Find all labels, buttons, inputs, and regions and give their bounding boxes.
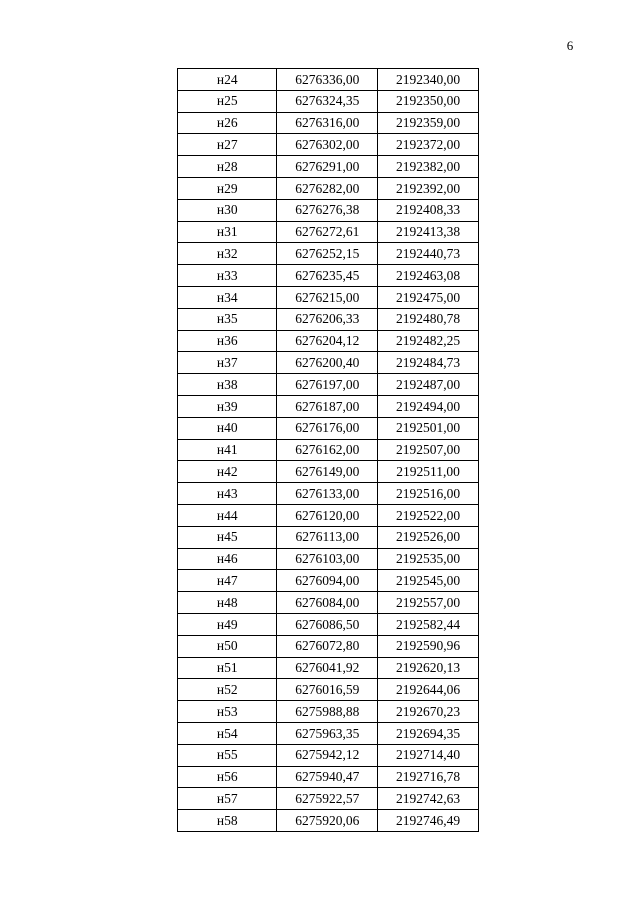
x-coordinate-cell: 6275963,35 (277, 722, 378, 744)
table-row (178, 134, 479, 156)
x-coordinate-cell: 6276276,38 (277, 199, 378, 221)
point-id-cell: н29 (178, 177, 277, 199)
point-id-cell: н42 (178, 461, 277, 483)
table-row (178, 788, 479, 810)
y-coordinate-cell: 2192350,00 (378, 90, 479, 112)
point-id-cell: н55 (178, 744, 277, 766)
y-coordinate-cell: 2192516,00 (378, 483, 479, 505)
table-row (178, 417, 479, 439)
x-coordinate-cell: 6276149,00 (277, 461, 378, 483)
table-row (178, 679, 479, 701)
x-coordinate-cell: 6276133,00 (277, 483, 378, 505)
table-row (178, 701, 479, 723)
x-coordinate-cell: 6276336,00 (277, 69, 378, 91)
x-coordinate-cell: 6276187,00 (277, 395, 378, 417)
table-row (178, 722, 479, 744)
point-id-cell: н35 (178, 308, 277, 330)
coordinates-table-body (178, 69, 479, 832)
table-row (178, 635, 479, 657)
table-row (178, 112, 479, 134)
point-id-cell: н57 (178, 788, 277, 810)
coordinates-table (177, 68, 479, 832)
x-coordinate-cell: 6276162,00 (277, 439, 378, 461)
x-coordinate-cell: 6276235,45 (277, 265, 378, 287)
y-coordinate-cell: 2192340,00 (378, 69, 479, 91)
x-coordinate-cell: 6276282,00 (277, 177, 378, 199)
point-id-cell: н39 (178, 395, 277, 417)
point-id-cell: н52 (178, 679, 277, 701)
point-id-cell: н53 (178, 701, 277, 723)
table-row (178, 744, 479, 766)
x-coordinate-cell: 6276072,80 (277, 635, 378, 657)
x-coordinate-cell: 6276086,50 (277, 613, 378, 635)
table-row (178, 657, 479, 679)
point-id-cell: н34 (178, 286, 277, 308)
x-coordinate-cell: 6275920,06 (277, 810, 378, 832)
y-coordinate-cell: 2192487,00 (378, 374, 479, 396)
x-coordinate-cell: 6276016,59 (277, 679, 378, 701)
x-coordinate-cell: 6276200,40 (277, 352, 378, 374)
y-coordinate-cell: 2192522,00 (378, 504, 479, 526)
table-row (178, 352, 479, 374)
y-coordinate-cell: 2192670,23 (378, 701, 479, 723)
x-coordinate-cell: 6276215,00 (277, 286, 378, 308)
table-row (178, 439, 479, 461)
x-coordinate-cell: 6276204,12 (277, 330, 378, 352)
point-id-cell: н26 (178, 112, 277, 134)
x-coordinate-cell: 6276197,00 (277, 374, 378, 396)
point-id-cell: н51 (178, 657, 277, 679)
y-coordinate-cell: 2192545,00 (378, 570, 479, 592)
table-row (178, 548, 479, 570)
table-row (178, 90, 479, 112)
table-row (178, 243, 479, 265)
point-id-cell: н58 (178, 810, 277, 832)
point-id-cell: н24 (178, 69, 277, 91)
point-id-cell: н54 (178, 722, 277, 744)
point-id-cell: н38 (178, 374, 277, 396)
table-row (178, 330, 479, 352)
y-coordinate-cell: 2192742,63 (378, 788, 479, 810)
point-id-cell: н31 (178, 221, 277, 243)
y-coordinate-cell: 2192440,73 (378, 243, 479, 265)
y-coordinate-cell: 2192480,78 (378, 308, 479, 330)
x-coordinate-cell: 6276206,33 (277, 308, 378, 330)
table-row (178, 286, 479, 308)
y-coordinate-cell: 2192392,00 (378, 177, 479, 199)
table-row (178, 766, 479, 788)
y-coordinate-cell: 2192557,00 (378, 592, 479, 614)
y-coordinate-cell: 2192716,78 (378, 766, 479, 788)
table-row (178, 504, 479, 526)
y-coordinate-cell: 2192413,38 (378, 221, 479, 243)
y-coordinate-cell: 2192590,96 (378, 635, 479, 657)
point-id-cell: н41 (178, 439, 277, 461)
x-coordinate-cell: 6276316,00 (277, 112, 378, 134)
table-row (178, 526, 479, 548)
x-coordinate-cell: 6276113,00 (277, 526, 378, 548)
point-id-cell: н49 (178, 613, 277, 635)
point-id-cell: н40 (178, 417, 277, 439)
y-coordinate-cell: 2192501,00 (378, 417, 479, 439)
x-coordinate-cell: 6276272,61 (277, 221, 378, 243)
y-coordinate-cell: 2192475,00 (378, 286, 479, 308)
point-id-cell: н48 (178, 592, 277, 614)
x-coordinate-cell: 6275942,12 (277, 744, 378, 766)
y-coordinate-cell: 2192382,00 (378, 156, 479, 178)
y-coordinate-cell: 2192526,00 (378, 526, 479, 548)
x-coordinate-cell: 6276291,00 (277, 156, 378, 178)
y-coordinate-cell: 2192494,00 (378, 395, 479, 417)
y-coordinate-cell: 2192535,00 (378, 548, 479, 570)
y-coordinate-cell: 2192620,13 (378, 657, 479, 679)
x-coordinate-cell: 6276084,00 (277, 592, 378, 614)
x-coordinate-cell: 6276041,92 (277, 657, 378, 679)
x-coordinate-cell: 6275940,47 (277, 766, 378, 788)
y-coordinate-cell: 2192372,00 (378, 134, 479, 156)
point-id-cell: н46 (178, 548, 277, 570)
point-id-cell: н32 (178, 243, 277, 265)
point-id-cell: н33 (178, 265, 277, 287)
y-coordinate-cell: 2192507,00 (378, 439, 479, 461)
y-coordinate-cell: 2192644,06 (378, 679, 479, 701)
x-coordinate-cell: 6276324,35 (277, 90, 378, 112)
point-id-cell: н37 (178, 352, 277, 374)
table-row (178, 221, 479, 243)
point-id-cell: н47 (178, 570, 277, 592)
y-coordinate-cell: 2192408,33 (378, 199, 479, 221)
table-row (178, 177, 479, 199)
table-row (178, 592, 479, 614)
point-id-cell: н45 (178, 526, 277, 548)
x-coordinate-cell: 6275988,88 (277, 701, 378, 723)
table-row (178, 395, 479, 417)
point-id-cell: н25 (178, 90, 277, 112)
table-row (178, 570, 479, 592)
x-coordinate-cell: 6276103,00 (277, 548, 378, 570)
table-row (178, 199, 479, 221)
table-row (178, 461, 479, 483)
y-coordinate-cell: 2192694,35 (378, 722, 479, 744)
table-row (178, 308, 479, 330)
x-coordinate-cell: 6276302,00 (277, 134, 378, 156)
table-row (178, 613, 479, 635)
point-id-cell: н30 (178, 199, 277, 221)
y-coordinate-cell: 2192746,49 (378, 810, 479, 832)
point-id-cell: н27 (178, 134, 277, 156)
x-coordinate-cell: 6276176,00 (277, 417, 378, 439)
table-row (178, 483, 479, 505)
point-id-cell: н44 (178, 504, 277, 526)
point-id-cell: н28 (178, 156, 277, 178)
table-row (178, 69, 479, 91)
x-coordinate-cell: 6276120,00 (277, 504, 378, 526)
y-coordinate-cell: 2192582,44 (378, 613, 479, 635)
table-row (178, 374, 479, 396)
x-coordinate-cell: 6276094,00 (277, 570, 378, 592)
page-number: 6 (566, 38, 574, 53)
table-row (178, 265, 479, 287)
y-coordinate-cell: 2192484,73 (378, 352, 479, 374)
y-coordinate-cell: 2192359,00 (378, 112, 479, 134)
point-id-cell: н36 (178, 330, 277, 352)
point-id-cell: н50 (178, 635, 277, 657)
x-coordinate-cell: 6275922,57 (277, 788, 378, 810)
y-coordinate-cell: 2192714,40 (378, 744, 479, 766)
x-coordinate-cell: 6276252,15 (277, 243, 378, 265)
table-row (178, 810, 479, 832)
point-id-cell: н56 (178, 766, 277, 788)
point-id-cell: н43 (178, 483, 277, 505)
y-coordinate-cell: 2192463,08 (378, 265, 479, 287)
table-row (178, 156, 479, 178)
y-coordinate-cell: 2192482,25 (378, 330, 479, 352)
y-coordinate-cell: 2192511,00 (378, 461, 479, 483)
